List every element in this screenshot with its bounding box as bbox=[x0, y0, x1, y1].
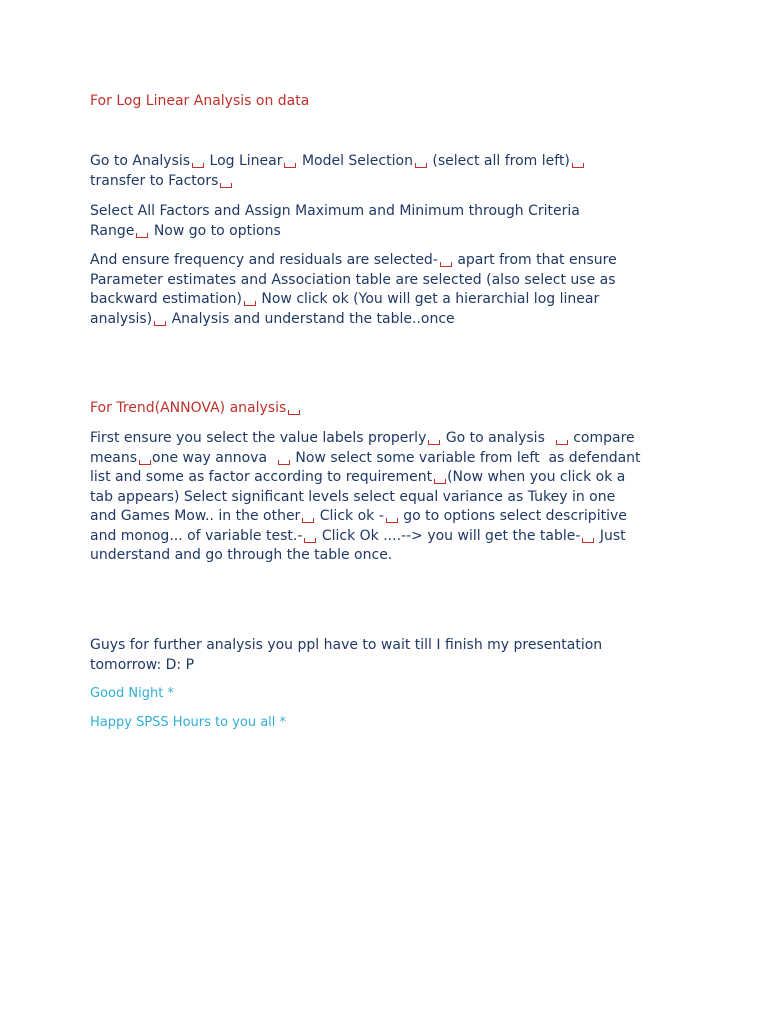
text-line: and monog... of variable test.- Click Ok ....--> you will get the table- Just bbox=[90, 527, 626, 544]
arrow-symbol-icon bbox=[415, 163, 427, 168]
arrow-symbol-icon bbox=[136, 233, 148, 238]
text-line: tomorrow: D: P bbox=[90, 656, 195, 673]
arrow-symbol-icon bbox=[244, 301, 256, 306]
text-line: and Games Mow.. in the other Click ok - go to options select descripitive bbox=[90, 508, 627, 524]
section-heading-trend-annova: For Trend(ANNOVA) analysis bbox=[90, 399, 301, 419]
text-line: understand and go through the table once. bbox=[90, 547, 393, 563]
paragraph-select-factors bbox=[90, 202, 580, 241]
arrow-symbol-icon bbox=[288, 410, 300, 415]
text-line: Select All Factors and Assign Maximum and Minimum through Criteria bbox=[90, 203, 580, 219]
text-line: Go to Analysis Log Linear Model Selection (select all from left) bbox=[90, 152, 585, 172]
text-line: list and some as factor according to requirement (Now when you click ok a bbox=[90, 469, 626, 485]
text-line: tab appears) Select significant levels select equal variance as Tukey in one bbox=[90, 488, 616, 505]
arrow-symbol-icon bbox=[278, 460, 290, 465]
paragraph-ensure-frequency bbox=[90, 251, 617, 329]
text-line: Range Now go to options bbox=[90, 222, 281, 239]
good-night-text: Good Night * bbox=[90, 686, 174, 701]
arrow-symbol-icon bbox=[428, 440, 440, 445]
arrow-symbol-icon bbox=[440, 262, 452, 267]
text-line: backward estimation) Now click ok (You will get a hierarchial log linear bbox=[90, 291, 600, 307]
paragraph-trend-steps bbox=[90, 429, 641, 566]
arrow-symbol-icon bbox=[139, 460, 151, 465]
arrow-symbol-icon bbox=[154, 321, 166, 326]
arrow-symbol-icon bbox=[304, 538, 316, 543]
arrow-symbol-icon bbox=[220, 183, 232, 188]
text-line: means one way annova Now select some variable from left as defendant bbox=[90, 449, 641, 466]
text-line: transfer to Factors bbox=[90, 172, 585, 192]
arrow-symbol-icon bbox=[582, 538, 594, 543]
text-line: And ensure frequency and residuals are selected- apart from that ensure bbox=[90, 252, 617, 268]
arrow-symbol-icon bbox=[386, 518, 398, 523]
arrow-symbol-icon bbox=[302, 518, 314, 523]
section-heading-log-linear: For Log Linear Analysis on data bbox=[90, 93, 310, 109]
paragraph-closing bbox=[90, 636, 602, 675]
arrow-symbol-icon bbox=[192, 163, 204, 168]
happy-spss-text: Happy SPSS Hours to you all * bbox=[90, 715, 287, 730]
arrow-symbol-icon bbox=[284, 163, 296, 168]
arrow-symbol-icon bbox=[572, 163, 584, 168]
text-line: Guys for further analysis you ppl have to wait till I finish my presentation bbox=[90, 637, 603, 653]
text-line: First ensure you select the value labels properly Go to analysis compare bbox=[90, 430, 635, 446]
arrow-symbol-icon bbox=[556, 440, 568, 445]
arrow-symbol-icon bbox=[434, 479, 446, 484]
text-line: Parameter estimates and Association table are selected (also select use as bbox=[90, 271, 616, 288]
text-line: analysis) Analysis and understand the table..once bbox=[90, 310, 455, 327]
paragraph-log-linear-steps bbox=[90, 152, 585, 191]
